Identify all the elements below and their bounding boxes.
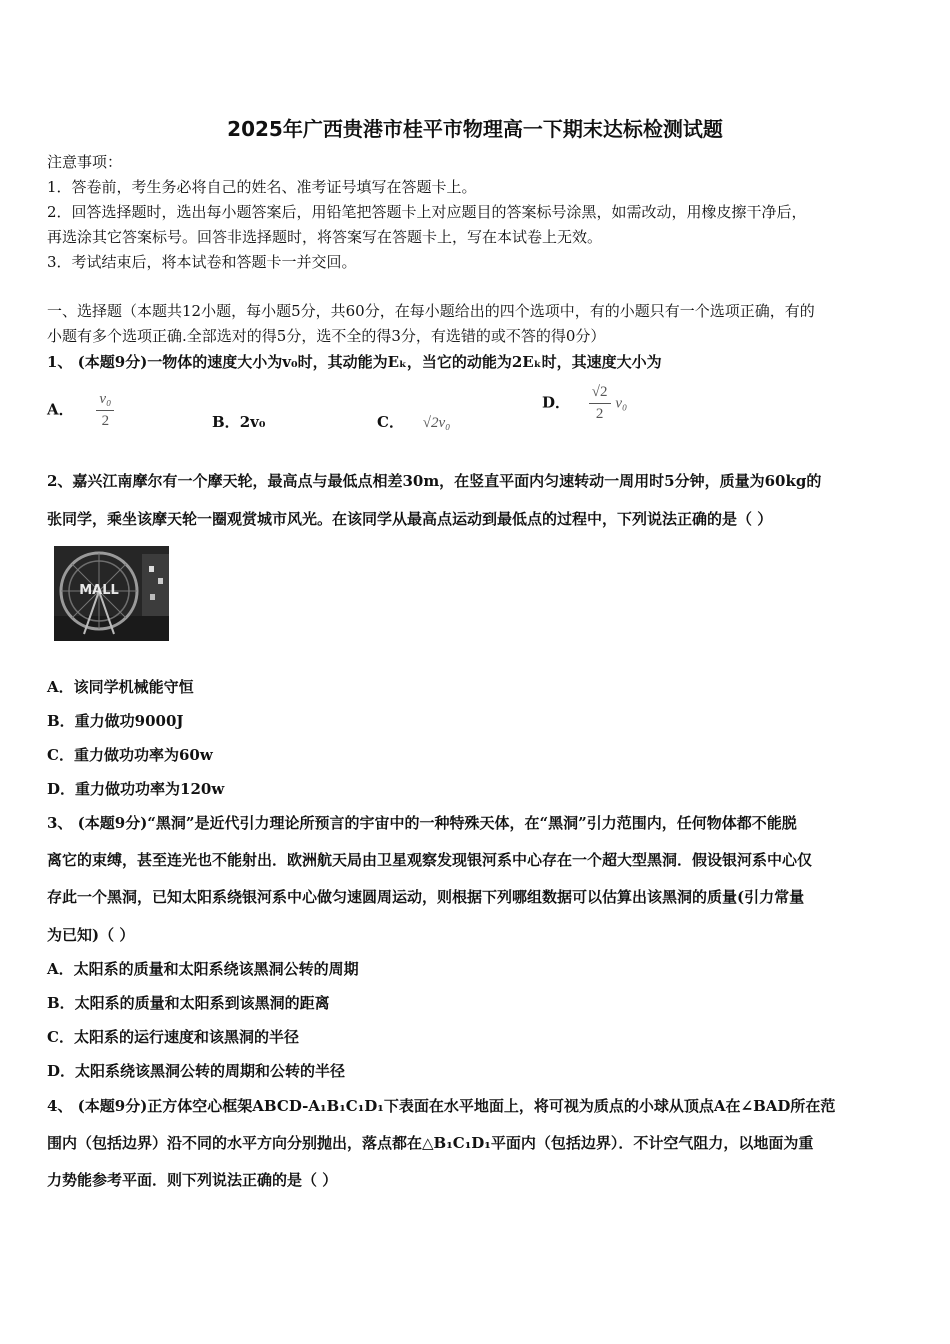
fraction-denominator: 2 xyxy=(101,413,110,429)
mall-sign: MALL xyxy=(79,583,119,598)
ferris-wheel-photo xyxy=(54,546,169,641)
q4-stem-line: 力势能参考平面．则下列说法正确的是（ ） xyxy=(47,1171,338,1189)
fraction-numerator: √2 xyxy=(589,385,611,404)
ferris-wheel-illustration xyxy=(54,546,169,641)
option-label: A． xyxy=(47,400,74,419)
q1-stem: 1、 (本题9分)一物体的速度大小为v₀时，其动能为Eₖ，当它的动能为2Eₖ时，其速度大小为 xyxy=(47,353,662,371)
option-text: √2v₀ xyxy=(422,415,451,431)
q2-stem-line: 2、嘉兴江南摩尔有一个摩天轮，最高点与最低点相差30m，在竖直平面内匀速转动一周用时5分钟，质量为60kg的 xyxy=(47,472,822,490)
notice-heading: 注意事项： xyxy=(47,153,123,171)
q2-option-d: D．重力做功功率为120w xyxy=(47,780,225,798)
q3-stem-line: 3、 (本题9分)“黑洞”是近代引力理论所预言的宇宙中的一种特殊天体，在“黑洞”引力范围内，任何物体都不能脱 xyxy=(47,814,797,832)
fraction-denominator: 2 xyxy=(595,406,604,422)
q3-stem-line: 存此一个黑洞，已知太阳系绕银河系中心做匀速圆周运动，则根据下列哪组数据可以估算出该黑洞的质量(引力常量 xyxy=(47,888,805,906)
q1-option-a xyxy=(47,392,114,429)
q3-option-a: A．太阳系的质量和太阳系绕该黑洞公转的周期 xyxy=(47,960,359,978)
q3-stem-line: 离它的束缚，甚至连光也不能射出．欧洲航天局由卫星观察发现银河系中心存在一个超大型黑洞．假设银河系中心仅 xyxy=(47,851,813,869)
q4-stem-line: 4、 (本题9分)正方体空心框架ABCD-A₁B₁C₁D₁下表面在水平地面上，将可视为质点的小球从顶点A在∠BAD所在范 xyxy=(47,1097,836,1115)
option-label: B． xyxy=(212,413,240,431)
fraction-numerator: v₀ xyxy=(96,392,114,411)
notice-line: 1．答卷前，考生务必将自己的姓名、准考证号填写在答题卡上。 xyxy=(47,178,477,196)
q4-stem-line: 围内（包括边界）沿不同的水平方向分别抛出，落点都在△B₁C₁D₁平面内（包括边界）．不计空气阻力，以地面为重 xyxy=(47,1134,814,1152)
exam-title: 2025年广西贵港市桂平市物理高一下期末达标检测试题 xyxy=(227,117,723,141)
q2-option-b: B．重力做功9000J xyxy=(47,712,184,730)
notice-line: 再选涂其它答案标号。回答非选择题时，将答案写在答题卡上，写在本试卷上无效。 xyxy=(47,228,603,246)
q3-option-b: B．太阳系的质量和太阳系到该黑洞的距离 xyxy=(47,994,330,1012)
q1-option-b xyxy=(212,411,265,432)
q2-option-a: A．该同学机械能守恒 xyxy=(47,678,194,696)
q2-option-c: C．重力做功功率为60w xyxy=(47,746,213,764)
notice-line: 2．回答选择题时，选出每小题答案后，用铅笔把答题卡上对应题目的答案标号涂黑，如需改动，用橡皮擦干净后， xyxy=(47,203,807,221)
q3-option-d: D．太阳系绕该黑洞公转的周期和公转的半径 xyxy=(47,1062,346,1080)
section-heading-line: 一、选择题（本题共12小题，每小题5分，共60分，在每小题给出的四个选项中，有的小题只有一个选项正确，有的 xyxy=(47,302,815,320)
q2-stem-line: 张同学，乘坐该摩天轮一圈观赏城市风光。在该同学从最高点运动到最低点的过程中，下列说法正确的是（ ） xyxy=(47,510,773,528)
q3-option-c: C．太阳系的运行速度和该黑洞的半径 xyxy=(47,1028,299,1046)
notice-line: 3．考试结束后，将本试卷和答题卡一并交回。 xyxy=(47,253,357,271)
option-label: C． xyxy=(377,413,404,431)
option-text: 2v₀ xyxy=(239,413,266,431)
option-suffix: v₀ xyxy=(615,395,628,412)
q3-stem-line: 为已知)（ ） xyxy=(47,926,135,944)
q1-option-c xyxy=(377,411,450,432)
section-heading-line: 小题有多个选项正确.全部选对的得5分，选不全的得3分，有选错的或不答的得0分） xyxy=(47,327,606,345)
option-label: D． xyxy=(542,393,571,412)
q1-option-d xyxy=(542,385,627,422)
